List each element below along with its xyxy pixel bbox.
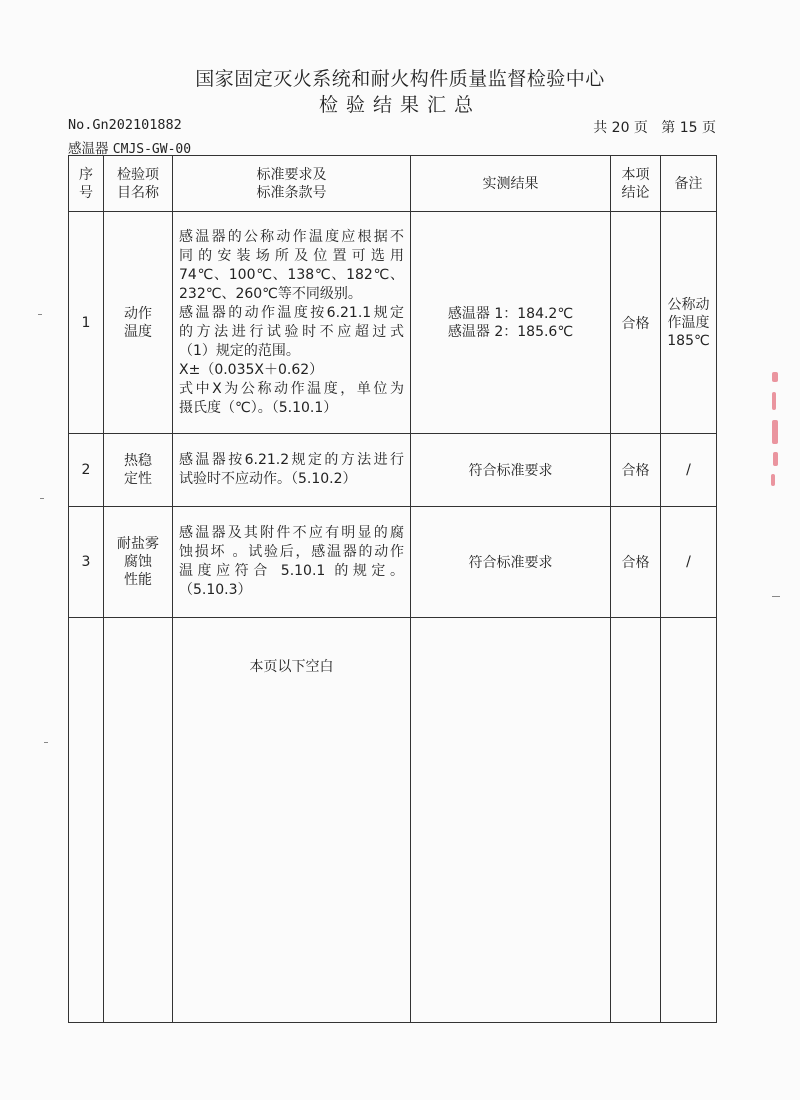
row-requirement: 感温器的公称动作温度应根据不 同的安装场所及位置可选用 74℃、100℃、138℃、182℃、 232℃、260℃等不同级别。 感温器的动作温度按6.21.1规定 的方法进行试验时不应超过式 （1）规定的范围。 X±（0.035X＋0.62） 式中X为公称动作温度，单位为 摄氏度（℃）。（5.10.1） <box>173 212 411 434</box>
row-requirement: 感温器及其附件不应有明显的腐 蚀损坏 。试验后，感温器的动作 温度应符合 5.10.1 的规定。 （5.10.3） <box>173 507 411 618</box>
row-conclusion: 合格 <box>611 507 661 618</box>
row-result: 符合标准要求 <box>411 434 611 507</box>
product-info <box>68 137 191 157</box>
col-header-item: 检验项 目名称 <box>104 156 173 212</box>
table-row-blank <box>69 618 717 1023</box>
seal-edge-mark <box>772 372 778 382</box>
row-remark: 公称动 作温度 185℃ <box>661 212 717 434</box>
scan-speck <box>40 498 44 499</box>
col-header-remark: 备注 <box>661 156 717 212</box>
seal-edge-mark <box>773 452 778 466</box>
row-item: 耐盐雾 腐蚀 性能 <box>104 507 173 618</box>
row-remark: / <box>661 507 717 618</box>
scan-speck <box>38 314 42 315</box>
blank-note: 本页以下空白 <box>173 618 411 1023</box>
blank-cell <box>69 618 104 1023</box>
product-model: CMJS-GW-00 <box>112 142 192 157</box>
seal-edge-mark <box>772 392 776 410</box>
results-table <box>68 155 717 1023</box>
row-conclusion: 合格 <box>611 212 661 434</box>
blank-cell <box>611 618 661 1023</box>
seal-edge-mark <box>771 474 775 486</box>
col-header-conclusion: 本项 结论 <box>611 156 661 212</box>
seal-edge-mark <box>772 420 778 444</box>
col-header-seq: 序 号 <box>69 156 104 212</box>
scan-speck <box>44 742 48 743</box>
page-info: 共 20 页 第 15 页 <box>593 120 716 136</box>
row-item: 热稳 定性 <box>104 434 173 507</box>
row-remark: / <box>661 434 717 507</box>
table-row <box>69 434 717 507</box>
row-conclusion: 合格 <box>611 434 661 507</box>
blank-cell <box>104 618 173 1023</box>
table-row <box>69 507 717 618</box>
row-result: 符合标准要求 <box>411 507 611 618</box>
row-result: 感温器 1：184.2℃ 感温器 2：185.6℃ <box>411 212 611 434</box>
org-title: 国家固定灭火系统和耐火构件质量监督检验中心 <box>195 68 605 90</box>
row-item: 动作 温度 <box>104 212 173 434</box>
row-seq: 1 <box>69 212 104 434</box>
col-header-requirement: 标准要求及 标准条款号 <box>173 156 411 212</box>
row-requirement: 感温器按6.21.2规定的方法进行 试验时不应动作。（5.10.2） <box>173 434 411 507</box>
row-seq: 2 <box>69 434 104 507</box>
product-name: 感温器 <box>68 141 109 157</box>
table-row <box>69 212 717 434</box>
scan-speck <box>772 596 780 597</box>
table-header-row <box>69 156 717 212</box>
blank-cell <box>661 618 717 1023</box>
col-header-result: 实测结果 <box>411 156 611 212</box>
row-seq: 3 <box>69 507 104 618</box>
blank-cell <box>411 618 611 1023</box>
report-number: No.Gn202101882 <box>68 117 182 133</box>
doc-title: 检验结果汇总 <box>318 94 481 116</box>
